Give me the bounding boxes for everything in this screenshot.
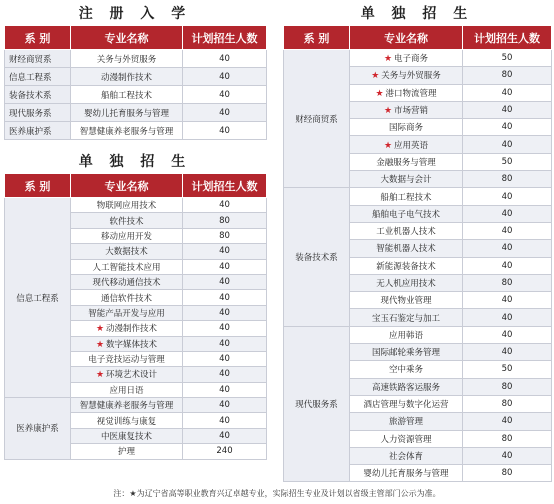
major-cell (71, 321, 183, 336)
count-cell: 40 (463, 222, 552, 239)
count-cell: 40 (463, 292, 552, 309)
table-row (284, 326, 552, 343)
major-cell (71, 305, 183, 320)
major-cell (350, 447, 463, 464)
major-cell (71, 382, 183, 397)
major-cell (350, 240, 463, 257)
count-cell: 40 (183, 50, 267, 68)
dept-cell: 装备技术系 (284, 188, 350, 326)
major-label: 数字媒体技术 (106, 339, 158, 350)
count-cell: 80 (463, 274, 552, 291)
major-cell (71, 336, 183, 351)
major-label: 环境艺术设计 (106, 370, 158, 381)
count-cell: 40 (183, 305, 267, 320)
dept-cell: 医养康护系 (5, 398, 71, 460)
major-label: 婴幼儿托育服务与管理 (363, 469, 449, 480)
footnote: 注：★为辽宁省高等职业教育兴辽卓越专业，实际招生专业及计划以省级主管部门公示为准。 (113, 489, 441, 498)
count-cell: 40 (463, 309, 552, 326)
independent-right-body (284, 50, 552, 482)
major-cell (350, 119, 463, 136)
star-icon: ★ (95, 370, 105, 381)
dept-cell: 现代服务系 (5, 104, 71, 122)
major-label: 旅游管理 (388, 417, 423, 428)
header-count: 计划招生人数 (463, 26, 552, 50)
major-cell (350, 465, 463, 482)
count-cell: 40 (183, 122, 267, 140)
header-dept: 系 别 (5, 26, 71, 50)
dept-cell: 医养康护系 (5, 122, 71, 140)
major-label: 空中乘务 (388, 365, 423, 376)
major-cell (71, 413, 183, 428)
major-label: 智能产品开发与应用 (88, 308, 165, 319)
dept-cell: 信息工程系 (5, 68, 71, 86)
major-cell (350, 292, 463, 309)
major-label: 高速铁路客运服务 (371, 382, 440, 393)
count-cell: 40 (463, 257, 552, 274)
major-label: 物联网应用技术 (96, 201, 157, 212)
major-cell (350, 430, 463, 447)
major-label: 人力资源管理 (380, 434, 432, 445)
major-label: 大数据与会计 (380, 175, 432, 186)
major-cell (71, 68, 183, 86)
major-label: 宝玉石鉴定与加工 (371, 313, 440, 324)
count-cell: 40 (463, 84, 552, 101)
count-cell: 40 (183, 259, 267, 274)
count-cell: 80 (463, 378, 552, 395)
star-icon: ★ (383, 54, 393, 65)
major-label: 护理 (117, 447, 135, 458)
count-cell: 80 (463, 430, 552, 447)
major-cell (350, 274, 463, 291)
major-cell (71, 86, 183, 104)
count-cell: 40 (183, 351, 267, 366)
major-cell (350, 50, 463, 67)
registration-body (5, 50, 267, 140)
major-cell (350, 344, 463, 361)
major-cell (350, 309, 463, 326)
count-cell: 40 (183, 274, 267, 289)
major-label: 酒店管理与数字化运营 (363, 400, 449, 411)
dept-cell: 财经商贸系 (284, 50, 350, 188)
major-cell (350, 413, 463, 430)
major-cell (71, 198, 183, 213)
count-cell: 40 (183, 321, 267, 336)
star-icon: ★ (371, 71, 380, 82)
major-label: 国际邮轮乘务管理 (371, 348, 440, 359)
count-cell: 40 (183, 382, 267, 397)
major-label: 电子竞技运动与管理 (88, 355, 165, 366)
major-cell (350, 378, 463, 395)
major-cell (71, 351, 183, 366)
count-cell: 40 (463, 240, 552, 257)
independent-left-title: 单 独 招 生 (78, 154, 192, 170)
star-icon: ★ (383, 140, 393, 151)
independent-right-table (283, 25, 552, 482)
independent-right-section (283, 3, 551, 482)
independent-right-title: 单 独 招 生 (360, 6, 474, 22)
major-label: 通信软件技术 (100, 293, 152, 304)
major-cell (350, 257, 463, 274)
major-label: 智慧健康养老服务与管理 (79, 401, 174, 412)
major-cell (350, 205, 463, 222)
count-cell: 40 (463, 413, 552, 430)
major-cell (350, 136, 463, 153)
count-cell: 40 (463, 119, 552, 136)
count-cell: 80 (463, 395, 552, 412)
major-cell (71, 444, 183, 459)
major-label: 船舶电子电气技术 (371, 209, 440, 220)
table-row (5, 398, 267, 413)
major-cell (350, 153, 463, 170)
major-label: 关务与外贸服务 (381, 71, 441, 82)
major-cell (350, 361, 463, 378)
count-cell: 40 (463, 344, 552, 361)
star-icon: ★ (375, 88, 384, 99)
major-label: 视觉训练与康复 (96, 416, 157, 427)
table-row (5, 68, 267, 86)
star-icon: ★ (95, 324, 105, 335)
count-cell: 40 (183, 367, 267, 382)
independent-left-table (4, 173, 267, 460)
count-cell: 80 (463, 67, 552, 84)
major-cell (350, 67, 463, 84)
major-cell (71, 228, 183, 243)
count-cell: 40 (463, 188, 552, 205)
major-cell (71, 367, 183, 382)
major-label: 应用日语 (109, 385, 144, 396)
major-label: 婴幼儿托育服务与管理 (83, 108, 169, 119)
count-cell: 50 (463, 50, 552, 67)
major-cell (71, 398, 183, 413)
major-label: 软件技术 (109, 216, 144, 227)
major-cell (350, 101, 463, 118)
major-label: 应用韩语 (388, 330, 423, 341)
major-label: 新能源装备技术 (376, 261, 436, 272)
count-cell: 80 (463, 171, 552, 188)
count-cell: 40 (463, 136, 552, 153)
major-cell (350, 84, 463, 101)
major-cell (350, 171, 463, 188)
count-cell: 80 (463, 465, 552, 482)
major-label: 港口物流管理 (385, 88, 437, 99)
major-label: 中医康复技术 (100, 432, 152, 443)
major-cell (71, 428, 183, 443)
major-label: 国际商务 (388, 123, 423, 134)
major-cell (71, 290, 183, 305)
count-cell: 40 (183, 86, 267, 104)
count-cell: 80 (183, 213, 267, 228)
count-cell: 40 (183, 104, 267, 122)
independent-left-body (5, 198, 267, 460)
independent-left-section (4, 151, 266, 460)
major-label: 船舶工程技术 (100, 90, 152, 101)
major-label: 社会体育 (388, 451, 423, 462)
count-cell: 50 (463, 153, 552, 170)
dept-cell: 装备技术系 (5, 86, 71, 104)
major-label: 应用英语 (394, 140, 429, 151)
major-cell (350, 326, 463, 343)
major-cell (350, 188, 463, 205)
header-major: 专业名称 (71, 26, 183, 50)
header-count: 计划招生人数 (183, 26, 267, 50)
count-cell: 40 (183, 413, 267, 428)
major-cell (71, 244, 183, 259)
major-label: 现代移动通信技术 (92, 278, 161, 289)
table-row (284, 50, 552, 67)
major-cell (71, 213, 183, 228)
count-cell: 40 (463, 205, 552, 222)
major-label: 动漫制作技术 (100, 72, 152, 83)
major-cell (71, 50, 183, 68)
count-cell: 40 (183, 428, 267, 443)
registration-title: 注 册 入 学 (78, 6, 192, 22)
table-row (284, 188, 552, 205)
count-cell: 40 (183, 244, 267, 259)
major-cell (71, 104, 183, 122)
count-cell: 240 (183, 444, 267, 459)
table-row (5, 50, 267, 68)
major-label: 船舶工程技术 (380, 192, 432, 203)
header-major: 专业名称 (350, 26, 463, 50)
registration-table (4, 25, 267, 140)
major-cell (350, 395, 463, 412)
major-cell (71, 259, 183, 274)
major-label: 金融服务与管理 (376, 157, 436, 168)
major-cell (71, 122, 183, 140)
count-cell: 80 (183, 228, 267, 243)
major-label: 工业机器人技术 (376, 227, 436, 238)
major-label: 大数据技术 (105, 247, 148, 258)
count-cell: 40 (183, 68, 267, 86)
major-label: 现代物业管理 (380, 296, 432, 307)
header-dept: 系 别 (5, 174, 71, 198)
dept-cell: 现代服务系 (284, 326, 350, 482)
count-cell: 40 (183, 290, 267, 305)
dept-cell: 信息工程系 (5, 198, 71, 398)
table-row (5, 104, 267, 122)
major-label: 动漫制作技术 (106, 324, 158, 335)
major-cell (71, 274, 183, 289)
count-cell: 40 (183, 336, 267, 351)
count-cell: 40 (463, 101, 552, 118)
major-label: 无人机应用技术 (376, 279, 436, 289)
header-major: 专业名称 (71, 174, 183, 198)
dept-cell: 财经商贸系 (5, 50, 71, 68)
major-cell (350, 222, 463, 239)
major-label: 人工智能技术应用 (92, 262, 161, 273)
registration-section (4, 3, 266, 140)
header-dept: 系 别 (284, 26, 350, 50)
count-cell: 40 (463, 326, 552, 343)
major-label: 市场营销 (394, 106, 429, 117)
table-row (5, 122, 267, 140)
major-label: 智能机器人技术 (376, 244, 436, 255)
count-cell: 40 (183, 398, 267, 413)
count-cell: 40 (183, 198, 267, 213)
count-cell: 50 (463, 361, 552, 378)
major-label: 关务与外贸服务 (96, 54, 157, 65)
star-icon: ★ (95, 339, 105, 350)
major-label: 电子商务 (394, 54, 429, 65)
major-label: 智慧健康养老服务与管理 (79, 126, 174, 137)
count-cell: 40 (463, 447, 552, 464)
table-row (5, 86, 267, 104)
header-count: 计划招生人数 (183, 174, 267, 198)
major-label: 移动应用开发 (100, 231, 152, 242)
star-icon: ★ (383, 106, 393, 117)
table-row (5, 198, 267, 213)
